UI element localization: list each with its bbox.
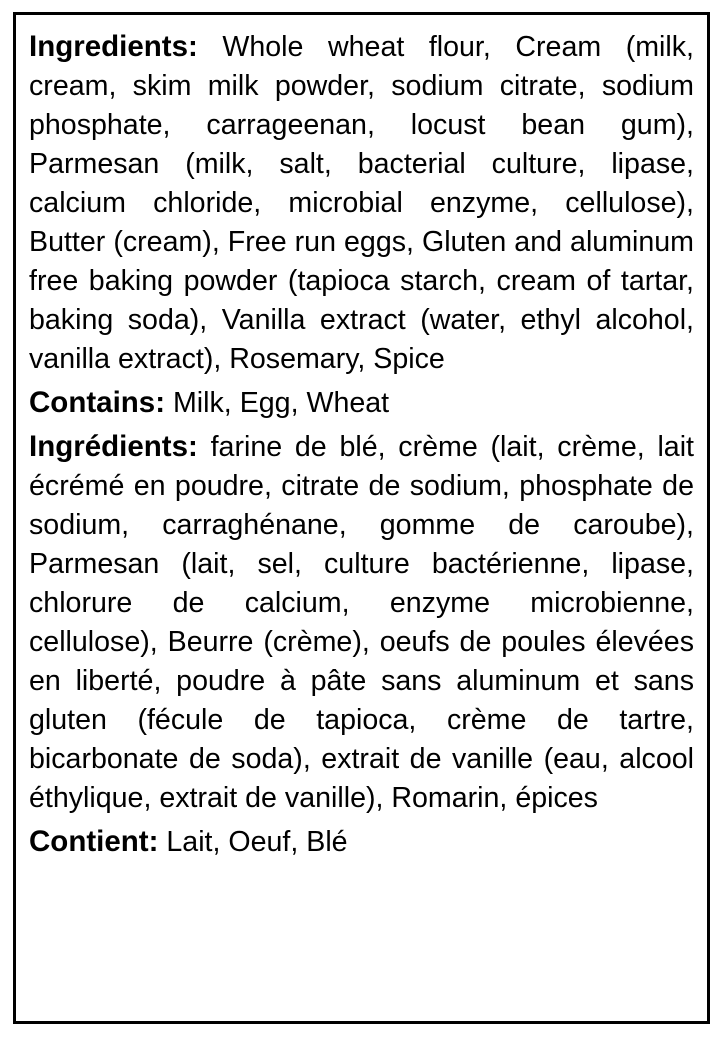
french-ingredients-text: farine de blé, crème (lait, crème, lait écrémé en poudre, citrate de sodium, phosphate de sodium, carraghénane, gomme de caroube), Parmesan (lait, sel, culture bactérienne, lipase, chlorure de calcium, enzyme microbienne, cellulose), Beurre (crème), oeufs de poules élevées en liberté, poudre à pâte sans aluminum et sans gluten (fécule de tapioca, crème de tartre, bicarbonate de soda), extrait de vanille (eau, alcool éthylique, extrait de vanille), Romarin, épices — [29, 431, 694, 814]
french-contains-text: Lait, Oeuf, Blé — [166, 826, 348, 858]
english-ingredients — [29, 27, 694, 379]
french-contains — [29, 822, 694, 862]
french-ingredients — [29, 427, 694, 818]
english-ingredients-heading: Ingredients: — [29, 30, 198, 63]
english-contains-heading: Contains: — [29, 386, 166, 419]
english-contains-text: Milk, Egg, Wheat — [172, 387, 390, 419]
french-contains-heading: Contient: — [29, 825, 159, 858]
english-ingredients-text: Whole wheat flour, Cream (milk, cream, skim milk powder, sodium citrate, sodium phosphate, carrageenan, locust bean gum), Parmesan (milk, salt, bacterial culture, lipase, calcium chloride, microbial enzyme, cellulose), Butter (cream), Free run eggs, Gluten and aluminum free baking powder (tapioca starch, cream of tartar, baking soda), Vanilla extract (water, ethyl alcohol, vanilla extract), Rosemary, Spice — [29, 31, 695, 375]
english-contains — [29, 383, 694, 423]
french-ingredients-heading: Ingrédients: — [29, 430, 198, 463]
ingredient-label — [13, 12, 710, 1024]
